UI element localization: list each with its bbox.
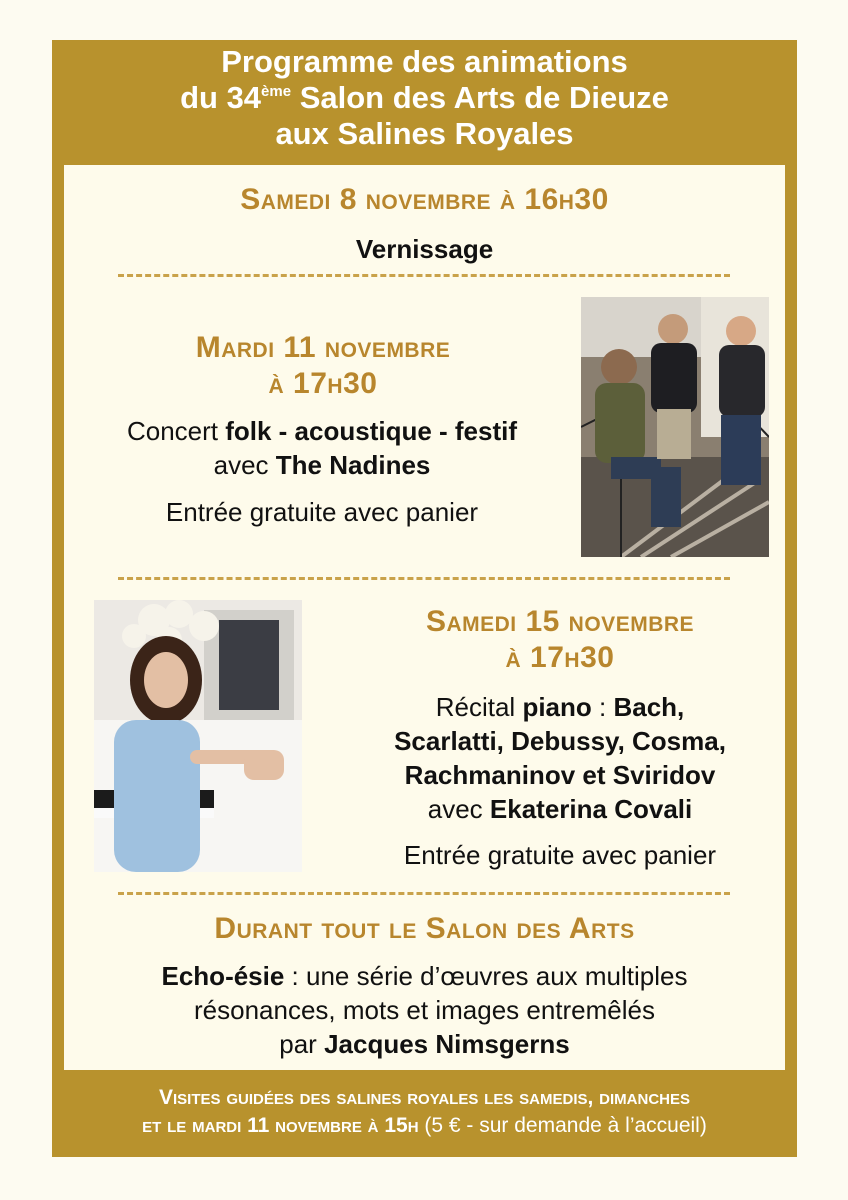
event3-composer-1: Bach, — [613, 692, 685, 722]
event1-date: Samedi 8 novembre à 16h30 — [240, 183, 609, 216]
event3-date — [340, 604, 780, 676]
event3-desc-line-1 — [330, 690, 790, 724]
pianist-photo — [94, 600, 302, 872]
footer-line-2-bold: et le mardi 11 novembre à 15h — [142, 1114, 419, 1137]
event3-description — [330, 690, 790, 826]
poster-footer — [52, 1084, 797, 1140]
event2-artist: The Nadines — [275, 450, 431, 480]
event2-entry: Entrée gratuite avec panier — [165, 497, 479, 527]
event4-author: Jacques Nimsgerns — [324, 1029, 570, 1059]
event3-desc-sep: : — [591, 692, 614, 722]
event4-line-1-rest: : une série d’œuvres aux multiples — [284, 961, 688, 991]
event4-heading: Durant tout le Salon des Arts — [214, 912, 635, 945]
divider-1 — [118, 274, 730, 277]
event3-avec: avec — [427, 794, 490, 824]
header-line-1: Programme des animations — [221, 44, 628, 79]
divider-3 — [118, 892, 730, 895]
footer-line-2-light: (5 € - sur demande à l’accueil) — [418, 1114, 707, 1137]
event3-date-line-1: Samedi 15 novembre — [425, 605, 695, 638]
event4-title: Echo-ésie — [161, 961, 285, 991]
event2-avec: avec — [213, 450, 276, 480]
event3-entry: Entrée gratuite avec panier — [403, 840, 717, 870]
event2-description — [72, 414, 572, 482]
event2-genre: folk - acoustique - festif — [225, 416, 518, 446]
event4-description — [64, 959, 785, 1061]
event2-desc-line-1 — [72, 414, 572, 448]
event2-date — [88, 330, 558, 402]
event2-date-line-1: Mardi 11 novembre — [195, 331, 451, 364]
band-photo-illustration — [581, 297, 769, 557]
event4-par: par — [279, 1029, 325, 1059]
pianist-photo-illustration — [94, 600, 302, 872]
event3-desc-line-2: Scarlatti, Debussy, Cosma, — [394, 726, 726, 756]
event1-title: Vernissage — [355, 234, 494, 264]
poster-header — [52, 44, 797, 152]
header-line-2 — [52, 80, 797, 116]
header-line-2-pre: du 34 — [180, 80, 262, 115]
divider-2 — [118, 577, 730, 580]
header-line-2-post: Salon des Arts de Dieuze — [291, 80, 669, 115]
event3-artist: Ekaterina Covali — [489, 794, 693, 824]
event3-desc-line-3: Rachmaninov et Sviridov — [404, 760, 716, 790]
header-ordinal-suffix: ème — [261, 83, 292, 100]
event4-line-2: résonances, mots et images entremêlés — [194, 995, 655, 1025]
event3-desc-pre: Récital — [435, 692, 523, 722]
event3-desc-line-4 — [330, 792, 790, 826]
event3-instrument: piano — [522, 692, 592, 722]
event3-date-line-2: à 17h30 — [505, 641, 615, 674]
event4-line-3 — [64, 1027, 785, 1061]
event2-date-line-2: à 17h30 — [268, 367, 378, 400]
event2-desc-pre: Concert — [126, 416, 226, 446]
footer-line-2 — [52, 1112, 797, 1140]
header-line-3: aux Salines Royales — [275, 116, 574, 151]
footer-line-1: Visites guidées des salines royales les samedis, dimanches — [158, 1086, 691, 1109]
band-photo — [581, 297, 769, 557]
event4-line-1 — [64, 959, 785, 993]
event2-desc-line-2 — [72, 448, 572, 482]
